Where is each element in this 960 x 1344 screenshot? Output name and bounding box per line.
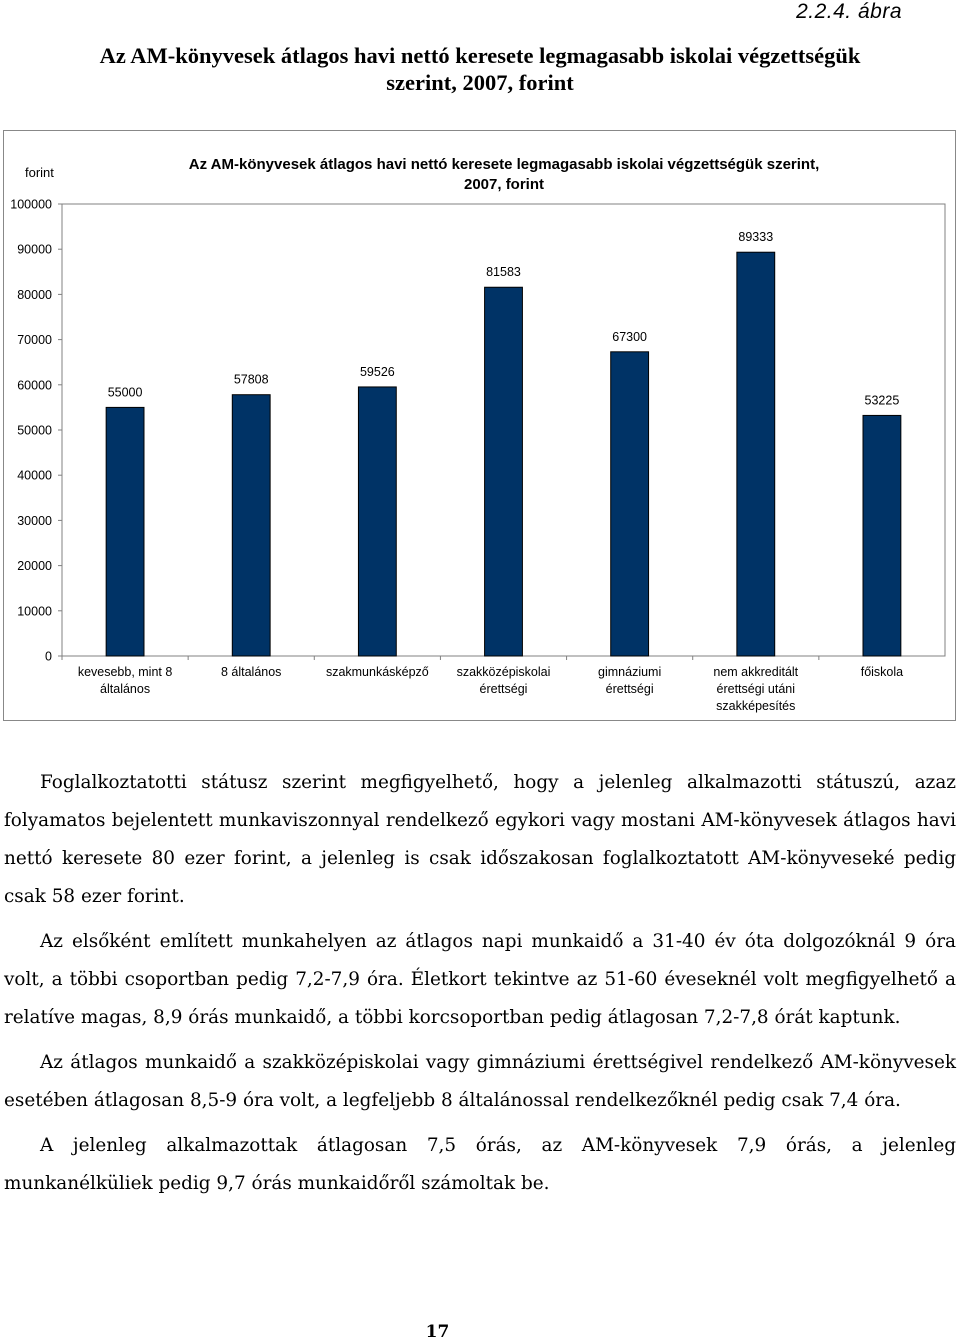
bar-value-label: 81583 (486, 265, 521, 280)
x-category-label-line: szakközépiskolai (456, 665, 551, 679)
chart-title-line-1: Az AM-könyvesek átlagos havi nettó keresete legmagasabb iskolai végzettségük szerint, (188, 156, 820, 173)
y-tick-label: 60000 (17, 378, 52, 393)
y-tick-label: 100000 (10, 197, 52, 212)
bar (737, 252, 775, 656)
bar-value-label: 59526 (359, 364, 395, 379)
bar-value-label: 55000 (107, 385, 143, 400)
bar (485, 287, 523, 656)
x-category-label-line: érettségi (605, 682, 654, 696)
y-tick-label: 50000 (17, 423, 52, 438)
y-tick-label: 40000 (17, 468, 52, 483)
bar-chart (4, 131, 955, 720)
x-category-label-line: szakmunkásképző (325, 665, 429, 679)
y-tick-label: 80000 (17, 287, 52, 302)
bar (358, 387, 396, 656)
x-category-label (598, 665, 661, 696)
chart-frame (3, 130, 956, 721)
x-category-label-line: 8 általános (220, 665, 282, 679)
x-category-label (861, 665, 903, 679)
x-category-label-line: érettségi utáni (716, 682, 796, 696)
x-category-label (326, 665, 429, 679)
y-tick-label: 70000 (17, 333, 52, 348)
figure-title (0, 42, 960, 96)
y-axis-unit: forint (25, 165, 54, 180)
x-category-label-line: általános (100, 682, 151, 696)
body-paragraph: Foglalkoztatotti státusz szerint megfigyelhető, hogy a jelenleg alkalmazotti státuszú, azaz folyamatos bejelentett munkaviszonnyal rendelkező egykori vagy mostani AM-könyvesek átlagos havi nettó keresete 80 ezer forint, a jelenleg is csak időszakosan foglalkoztatott AM-könyveseké pedig csak 58 ezer forint. (4, 772, 956, 907)
x-category-label-line: szakképesítés (716, 699, 796, 713)
y-tick-label: 90000 (17, 242, 52, 257)
bar (232, 395, 270, 656)
body-paragraph: Az elsőként említett munkahelyen az átlagos napi munkaidő a 31-40 év óta dolgozóknál 9 óra volt, a többi csoportban pedig 7,2-7,9 óra. Életkort tekintve az 51-60 éveseknél volt megfigyelhető a relatíve magas, 8,9 órás munkaidő, a többi korcsoportban pedig átlagosan 7,2-7,8 órát kaptunk. (4, 931, 956, 1028)
y-tick-label: 20000 (17, 559, 52, 574)
x-category-label-line: főiskola (860, 665, 904, 679)
bar-value-label: 89333 (738, 230, 774, 245)
x-category-label-line: gimnáziumi (598, 665, 662, 679)
chart-title-line-2: 2007, forint (463, 176, 545, 193)
x-category-label (713, 665, 798, 713)
bar (863, 415, 901, 656)
y-tick-label: 0 (45, 649, 52, 664)
x-category-label-line: kevesebb, mint 8 (77, 665, 173, 679)
figure-title-line-1: Az AM-könyvesek átlagos havi nettó keresete legmagasabb iskolai végzettségük (99, 43, 861, 68)
y-tick-label: 10000 (17, 604, 52, 619)
body-text (4, 764, 956, 1210)
bar (106, 407, 144, 656)
body-paragraph: Az átlagos munkaidő a szakközépiskolai vagy gimnáziumi érettségivel rendelkező AM-könyvesek esetében átlagosan 8,5-9 óra volt, a legfeljebb 8 általánossal rendelkezőknél pedig csak 7,4 óra. (4, 1052, 956, 1111)
page-number: 17 (425, 1322, 450, 1342)
x-category-label (457, 665, 551, 696)
axis-layer (10, 198, 945, 664)
x-category-label (78, 665, 173, 696)
x-category-label-line: érettségi (479, 682, 528, 696)
bar-layer (106, 252, 901, 656)
body-paragraph: A jelenleg alkalmazottak átlagosan 7,5 órás, az AM-könyvesek 7,9 órás, a jelenleg munkanélküliek pedig 9,7 órás munkaidőről számoltak be. (4, 1135, 956, 1194)
y-tick-label: 30000 (17, 513, 52, 528)
figure-title-line-2: szerint, 2007, forint (386, 70, 574, 95)
x-category-label-line: nem akkreditált (713, 665, 799, 679)
x-category-label (221, 665, 281, 679)
bar-value-label: 57808 (233, 372, 269, 387)
figure-number: 2.2.4. ábra (796, 0, 902, 23)
bar-value-label: 67300 (612, 329, 648, 344)
bar (611, 352, 649, 656)
bar-value-label: 53225 (864, 393, 900, 408)
